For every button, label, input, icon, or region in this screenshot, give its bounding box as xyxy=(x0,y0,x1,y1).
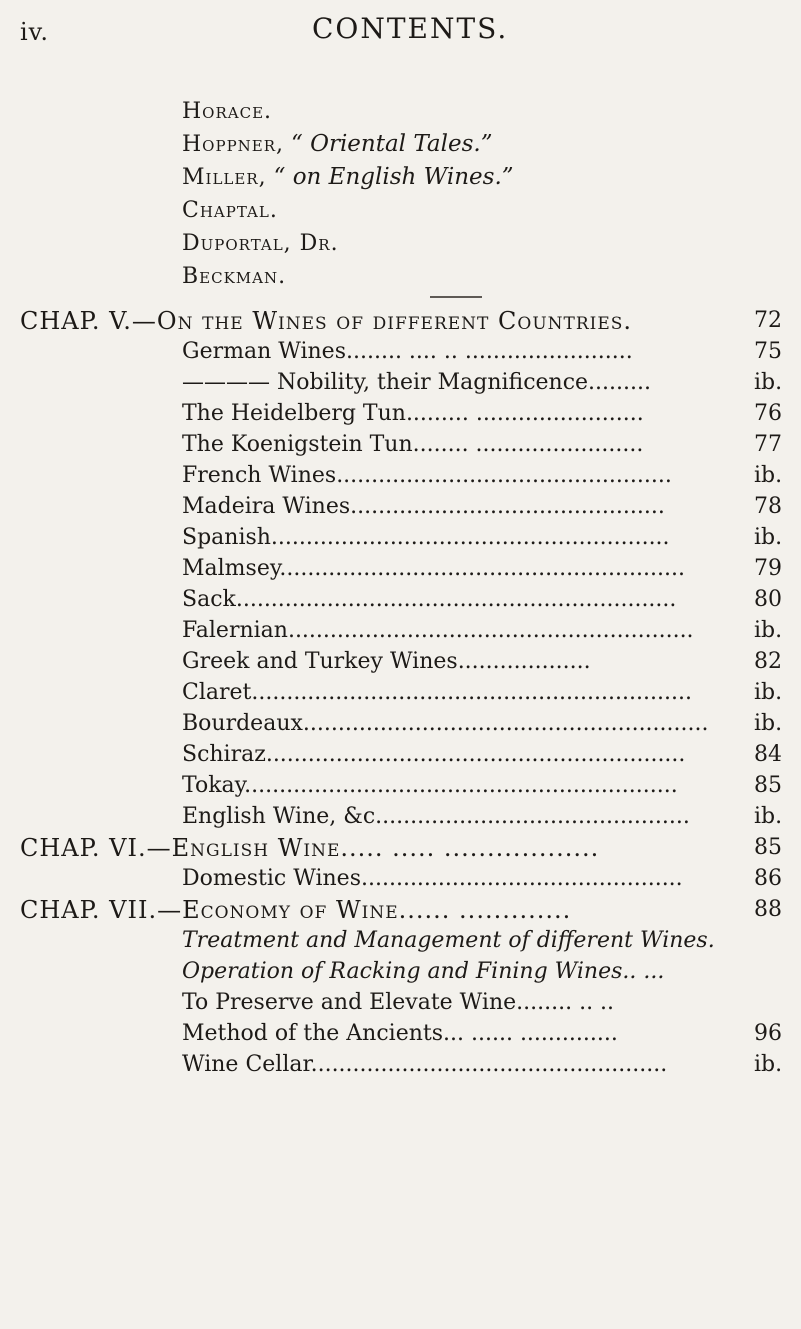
contents-entry xyxy=(0,924,801,958)
chapter-heading xyxy=(0,304,801,338)
page-number: iv. xyxy=(20,18,50,46)
entry-title: English Wine, &c............................................. xyxy=(182,804,690,829)
entry-page: 84 xyxy=(754,742,782,767)
entry-title: Wine Cellar................................................... xyxy=(182,1052,668,1077)
entry-title: Claret............................................................... xyxy=(182,680,692,705)
authority-item xyxy=(182,128,514,161)
contents-entry xyxy=(0,769,801,803)
entry-title: CHAP. VII.—Economy of Wine...... ............. xyxy=(20,896,572,924)
entry-page: 88 xyxy=(754,897,782,922)
authority-item xyxy=(182,161,514,194)
entry-title: French Wines................................................ xyxy=(182,463,672,488)
entry-title: The Koenigstein Tun........ ........................ xyxy=(182,432,644,457)
authority-item xyxy=(182,194,514,227)
entry-title: Domestic Wines.............................................. xyxy=(182,866,683,891)
running-head xyxy=(0,12,801,52)
contents-entry xyxy=(0,459,801,493)
authority-name: Chaptal. xyxy=(182,198,278,223)
entry-page: 86 xyxy=(754,866,782,891)
entry-title: CHAP. VI.—English Wine..... ..... .................. xyxy=(20,834,600,862)
entry-title: Bourdeaux.......................................................... xyxy=(182,711,709,736)
entry-page: 72 xyxy=(754,308,782,333)
contents-entry xyxy=(0,397,801,431)
entry-title: ———— Nobility, their Magnificence......... xyxy=(182,370,651,395)
entry-page: 82 xyxy=(754,649,782,674)
contents-entry xyxy=(0,614,801,648)
entry-page: 77 xyxy=(754,432,782,457)
contents-entry xyxy=(0,552,801,586)
entry-page: ib. xyxy=(754,370,783,395)
contents-entry xyxy=(0,955,801,989)
entry-page: 80 xyxy=(754,587,782,612)
authority-list xyxy=(182,95,514,293)
entry-title: The Heidelberg Tun......... ........................ xyxy=(182,401,644,426)
entry-page: ib. xyxy=(754,680,783,705)
entry-title: Schiraz............................................................ xyxy=(182,742,686,767)
contents-entry xyxy=(0,335,801,369)
entry-page: 85 xyxy=(754,773,782,798)
authority-name: Beckman. xyxy=(182,264,287,289)
chapter-heading xyxy=(0,893,801,927)
contents-entry xyxy=(0,583,801,617)
entry-title: To Preserve and Elevate Wine........ .. .. xyxy=(182,990,615,1015)
chapter-heading xyxy=(0,831,801,865)
contents-entry xyxy=(0,428,801,462)
entry-title: Treatment and Management of different Wines. xyxy=(182,928,715,953)
entry-title: Falernian.......................................................... xyxy=(182,618,694,643)
entry-page: 96 xyxy=(754,1021,782,1046)
contents-entry xyxy=(0,366,801,400)
entry-title: Sack............................................................... xyxy=(182,587,677,612)
authority-work: “ on English Wines.” xyxy=(273,164,514,190)
entry-page: ib. xyxy=(754,804,783,829)
entry-title: Operation of Racking and Fining Wines.. ... xyxy=(182,959,665,984)
page-title: CONTENTS. xyxy=(312,12,509,45)
entry-page: 76 xyxy=(754,401,782,426)
entry-title: CHAP. V.—On the Wines of different Countries. xyxy=(20,307,633,335)
entry-page: 78 xyxy=(754,494,782,519)
contents-entry xyxy=(0,1017,801,1051)
authority-name: Hoppner, xyxy=(182,132,285,157)
contents-entry xyxy=(0,1048,801,1082)
contents-entry xyxy=(0,676,801,710)
authority-work: “ Oriental Tales.” xyxy=(291,131,493,157)
authority-item xyxy=(182,260,514,293)
contents-entry xyxy=(0,490,801,524)
entry-title: Madeira Wines............................................. xyxy=(182,494,665,519)
entry-page: ib. xyxy=(754,618,783,643)
contents-entry xyxy=(0,707,801,741)
entry-title: Spanish......................................................... xyxy=(182,525,670,550)
contents-entry xyxy=(0,986,801,1020)
entry-page: ib. xyxy=(754,711,783,736)
entry-title: Method of the Ancients... ...... .............. xyxy=(182,1021,618,1046)
authority-item xyxy=(182,95,514,128)
section-divider xyxy=(430,296,482,298)
authority-item xyxy=(182,227,514,260)
entry-page: ib. xyxy=(754,1052,783,1077)
entry-title: Greek and Turkey Wines................... xyxy=(182,649,591,674)
entry-title: Tokay.............................................................. xyxy=(182,773,678,798)
entry-page: 85 xyxy=(754,835,782,860)
entry-page: ib. xyxy=(754,525,783,550)
entry-title: German Wines........ .... .. ........................ xyxy=(182,339,633,364)
contents-entry xyxy=(0,800,801,834)
authority-name: Miller, xyxy=(182,165,267,190)
authority-name: Horace. xyxy=(182,99,273,124)
authority-name: Duportal, Dr. xyxy=(182,231,339,256)
contents-entry xyxy=(0,738,801,772)
entry-title: Malmsey.......................................................... xyxy=(182,556,685,581)
entry-page: 75 xyxy=(754,339,782,364)
contents-entry xyxy=(0,645,801,679)
entry-page: 79 xyxy=(754,556,782,581)
contents-entry xyxy=(0,862,801,896)
contents-entry xyxy=(0,521,801,555)
entry-page: ib. xyxy=(754,463,783,488)
